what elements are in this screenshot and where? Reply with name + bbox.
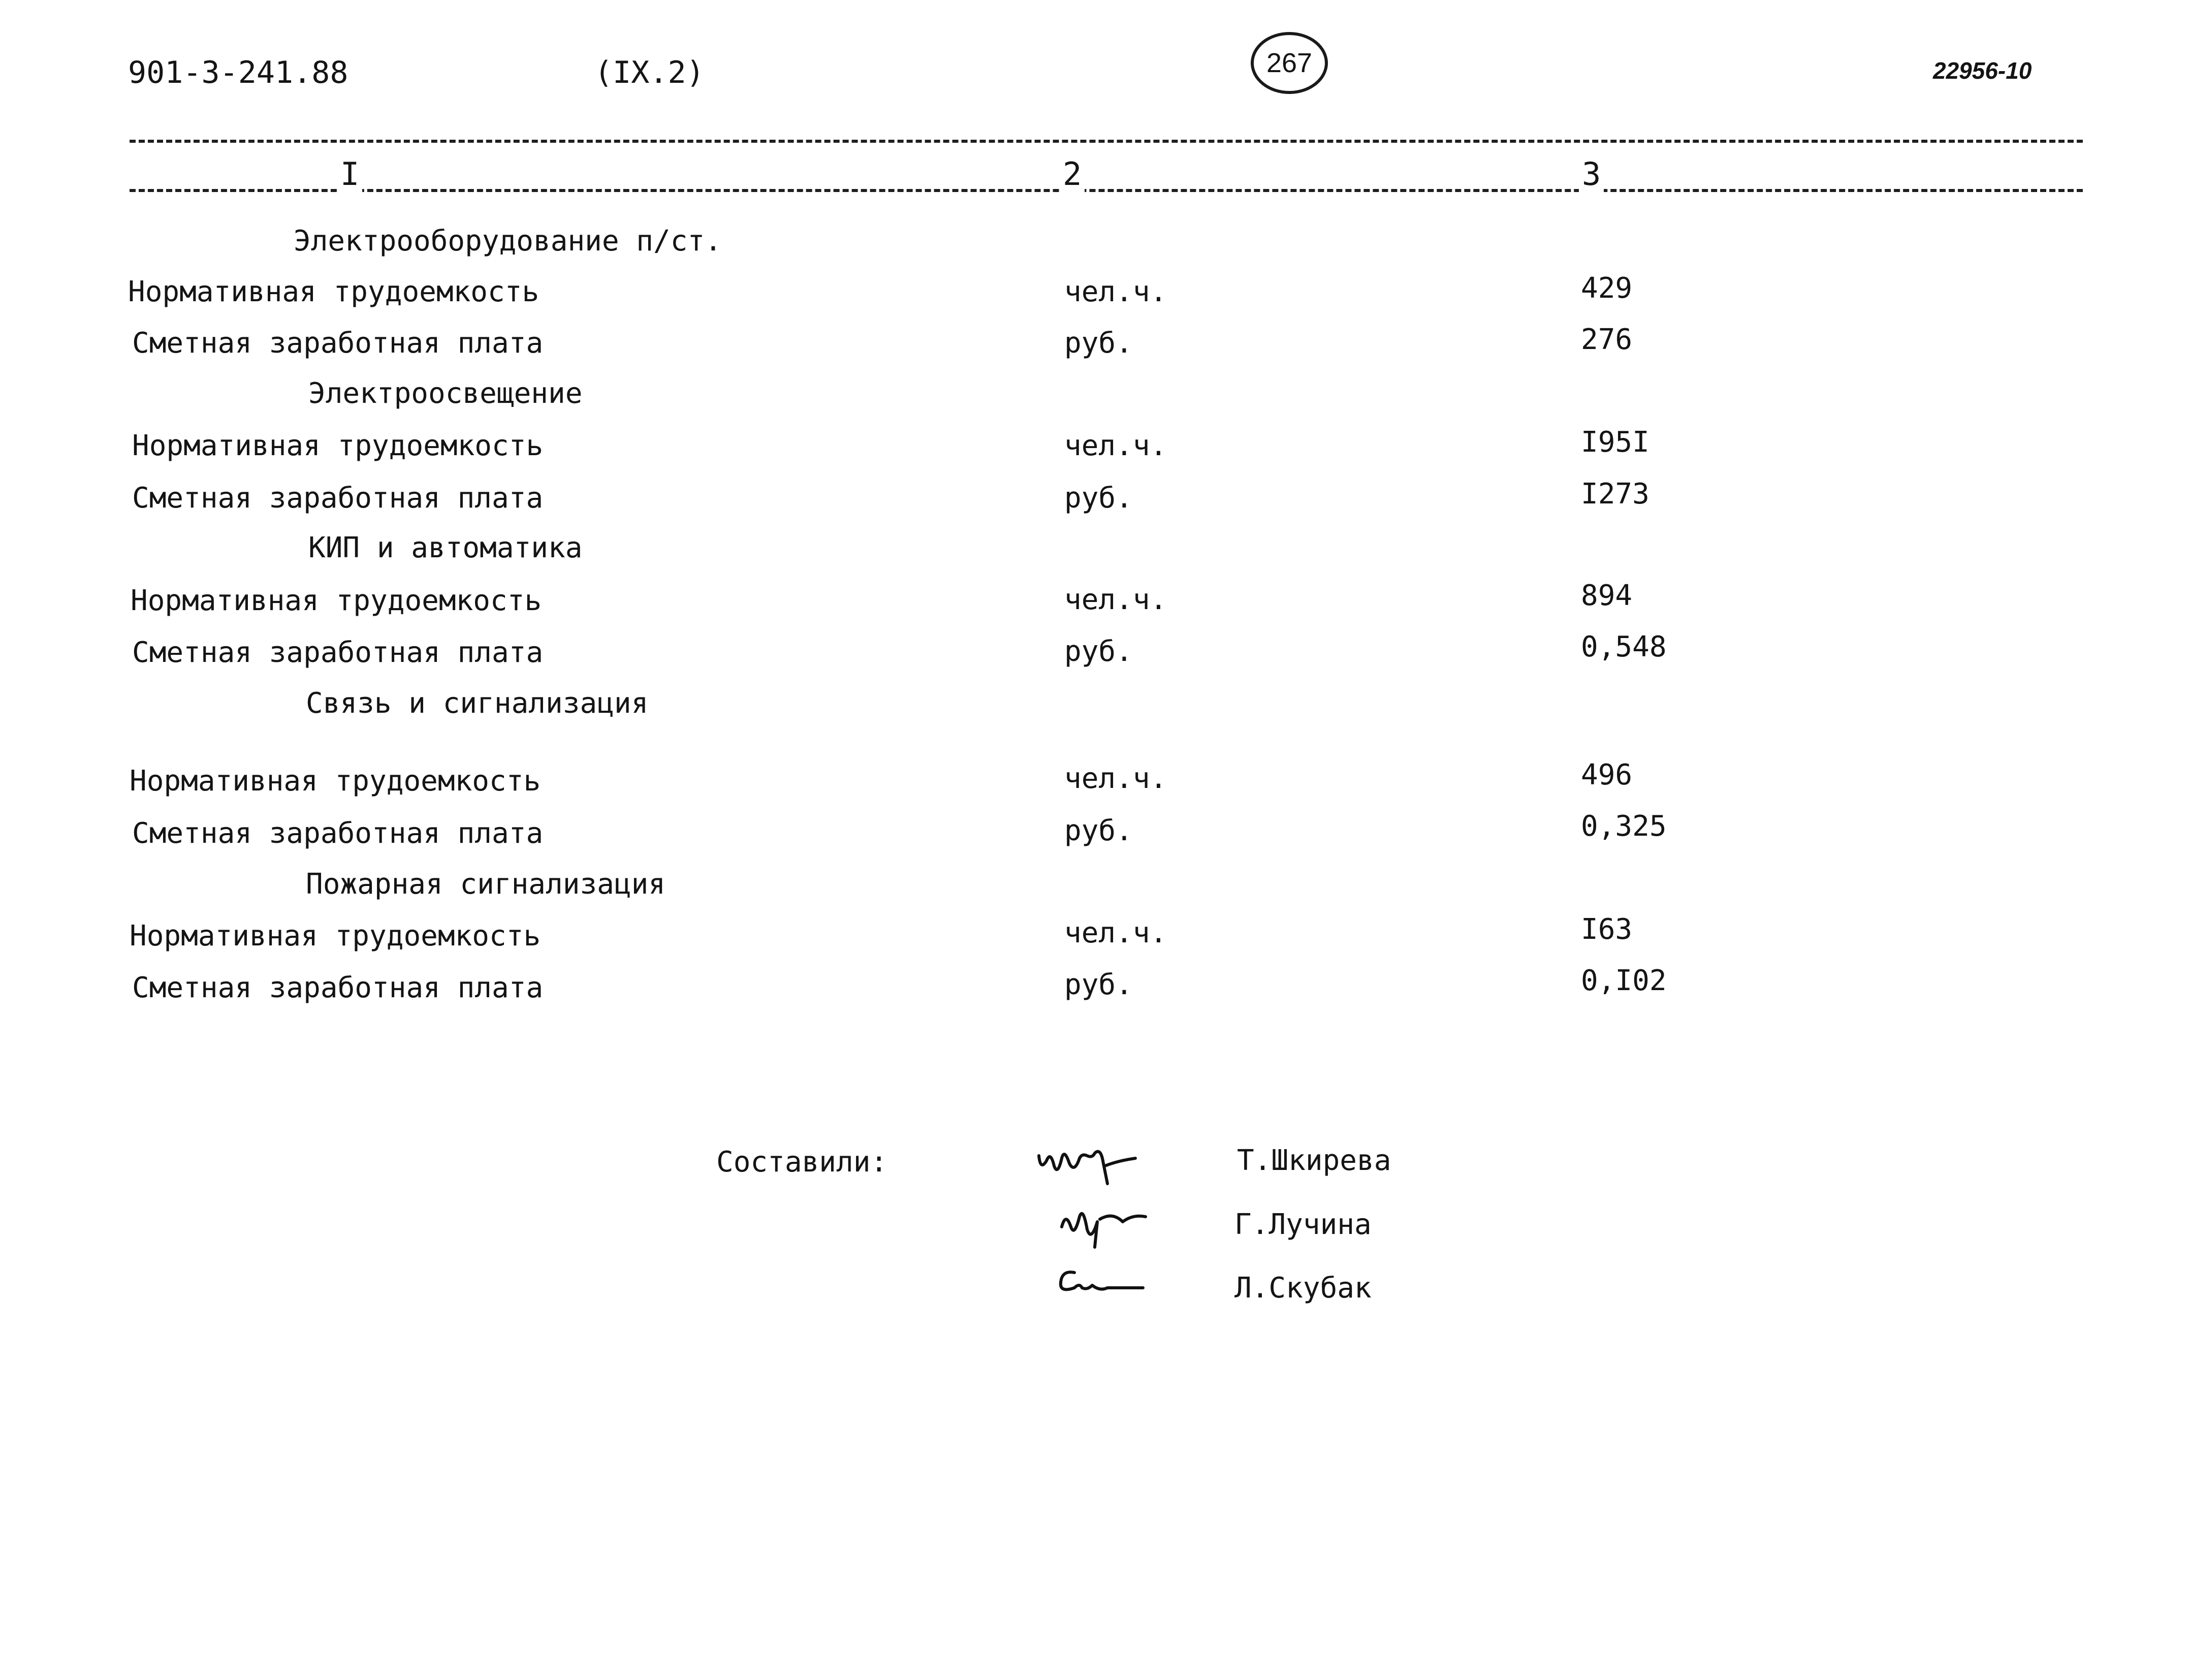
row-unit: руб. bbox=[1064, 814, 1133, 847]
signatory-name: Л.Скубак bbox=[1234, 1272, 1372, 1305]
section-title: Пожарная сигнализация bbox=[306, 868, 666, 901]
section-title: Электрооборудование п/ст. bbox=[294, 225, 722, 258]
row-name: Сметная заработная плата bbox=[132, 482, 544, 515]
signature-2 bbox=[1052, 1191, 1158, 1252]
row-name: Сметная заработная плата bbox=[132, 636, 544, 669]
column-number-2: 2 bbox=[1060, 155, 1085, 193]
row-value: I95I bbox=[1581, 426, 1649, 459]
row-name: Нормативная трудоемкость bbox=[130, 765, 541, 798]
row-value: I273 bbox=[1581, 478, 1649, 511]
section-title: Связь и сигнализация bbox=[306, 687, 649, 720]
table-header-rule bbox=[130, 189, 2083, 192]
row-value: 276 bbox=[1581, 323, 1633, 356]
table-top-rule bbox=[130, 140, 2083, 143]
page-number: 267 bbox=[1266, 48, 1313, 78]
row-unit: чел.ч. bbox=[1064, 429, 1167, 462]
row-name: Нормативная трудоемкость bbox=[130, 920, 541, 953]
column-number-1: I bbox=[337, 155, 362, 193]
row-value: 0,325 bbox=[1581, 810, 1667, 843]
row-value: I63 bbox=[1581, 913, 1633, 946]
row-name: Нормативная трудоемкость bbox=[128, 275, 539, 308]
row-value: 0,I02 bbox=[1581, 964, 1667, 997]
column-number-3: 3 bbox=[1579, 155, 1604, 193]
row-unit: чел.ч. bbox=[1064, 275, 1167, 308]
compiled-by-label: Составили: bbox=[716, 1146, 888, 1179]
row-unit: руб. bbox=[1064, 327, 1133, 360]
section-code: (IX.2) bbox=[594, 55, 705, 90]
row-value: 894 bbox=[1581, 579, 1633, 612]
signature-1 bbox=[1031, 1130, 1153, 1191]
row-name: Сметная заработная плата bbox=[132, 971, 544, 1004]
row-unit: руб. bbox=[1064, 482, 1133, 515]
signature-3 bbox=[1052, 1260, 1153, 1306]
row-unit: руб. bbox=[1064, 968, 1133, 1001]
row-value: 429 bbox=[1581, 272, 1633, 305]
row-unit: руб. bbox=[1064, 635, 1133, 668]
section-title: Электроосвещение bbox=[308, 377, 583, 410]
row-name: Нормативная трудоемкость bbox=[131, 584, 542, 617]
section-title: КИП и автоматика bbox=[308, 531, 583, 564]
row-name: Сметная заработная плата bbox=[132, 327, 544, 360]
document-code: 901-3-241.88 bbox=[128, 55, 348, 90]
row-unit: чел.ч. bbox=[1064, 916, 1167, 949]
row-name: Сметная заработная плата bbox=[132, 817, 544, 850]
page-number-stamp bbox=[1251, 32, 1328, 94]
row-unit: чел.ч. bbox=[1064, 583, 1167, 616]
signatory-name: Т.Шкирева bbox=[1237, 1144, 1391, 1177]
archive-number: 22956-10 bbox=[1933, 57, 2032, 84]
row-value: 496 bbox=[1581, 758, 1633, 791]
row-unit: чел.ч. bbox=[1064, 762, 1167, 795]
signatory-name: Г.Лучина bbox=[1234, 1208, 1372, 1241]
row-name: Нормативная трудоемкость bbox=[132, 429, 544, 462]
row-value: 0,548 bbox=[1581, 630, 1667, 663]
